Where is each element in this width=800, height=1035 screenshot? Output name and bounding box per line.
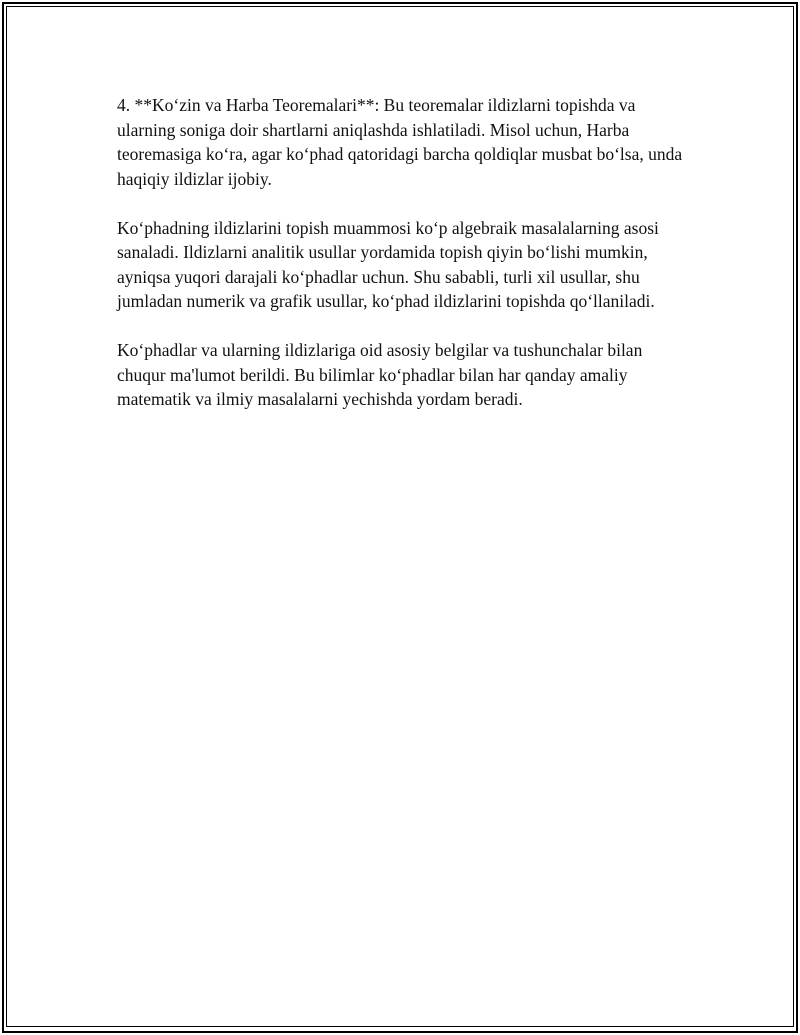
paragraph-root-finding: Ko‘phadning ildizlarini topish muammosi ko‘p algebraik masalalarning asosi sanaladi. Ildizlarni analitik usullar yordamida topish qiyin bo‘lishi mumkin, ayniqsa yuqori darajali ko‘phadlar uchun. Shu sababli, turli xil usullar, shu jumladan numerik va grafik usullar, ko‘phad ildizlarini topishda qo‘llaniladi.: [117, 217, 659, 311]
document-body: [117, 93, 692, 436]
paragraph-conclusion: Ko‘phadlar va ularning ildizlariga oid asosiy belgilar va tushunchalar bilan chuqur ma'lumot berildi. Bu bilimlar ko‘phadlar bilan har qanday amaliy matematik va ilmiy masalalarni yechishda yordam beradi.: [117, 340, 643, 409]
paragraph-theorems: 4. **Ko‘zin va Harba Teoremalari**: Bu teoremalar ildizlarni topishda va ularning soniga doir shartlarni aniqlashda ishlatiladi. Misol uchun, Harba teoremasiga ko‘ra, agar ko‘phad qatoridagi barcha qoldiqlar musbat bo‘lsa, unda haqiqiy ildizlar ijobiy.: [117, 95, 683, 189]
